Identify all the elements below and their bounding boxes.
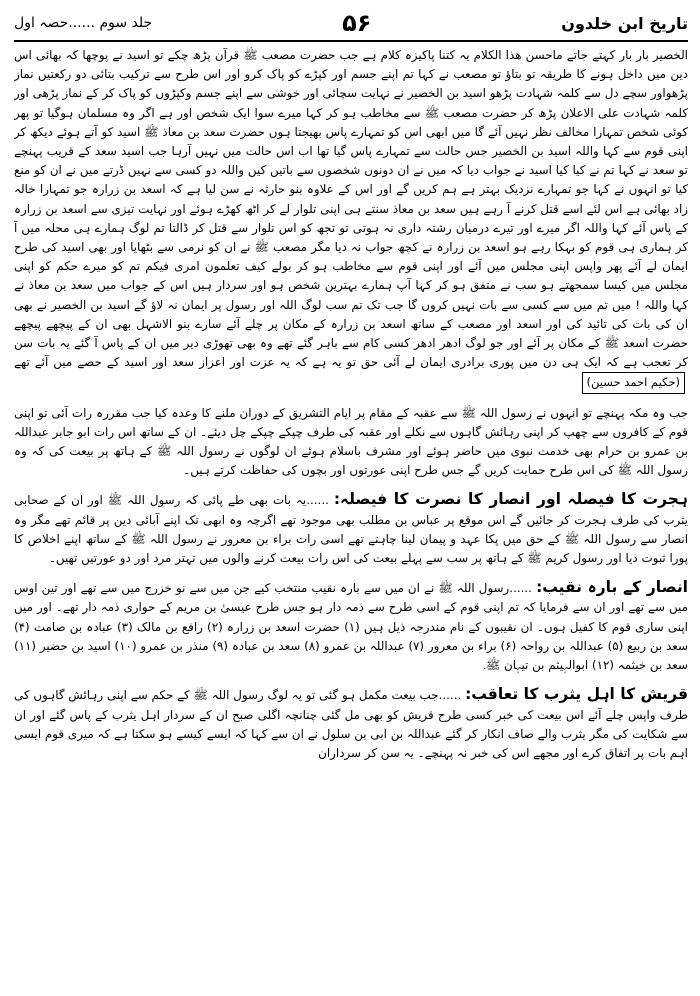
section-heading-quraish: قریش کا اہل یثرب کا تعاقب: [465, 685, 688, 704]
paragraph-4-text: ......رسول اللہ ﷺ نے ان میں سے بارہ نقیب منتخب کیے جن میں سے نو خزرج میں سے تھے اور تین اوس میں سے تھے اور ان سے فرمایا کہ تم اپنی قوم کے اسی طرح سے ذمہ دار ہو جس طرح عیسیٰ بن مریم کے حواری ذمہ دار تھے۔ اور میں اپنی ساری قوم کا کفیل ہوں۔ ان نقیبوں کے نام مندرجہ ذیل ہیں (۱) حضرت اسعد بن زرارہ (۲) رافع بن مالک (۳) عبادہ بن صامت (۴) سعد بن ربیع (۵) عبداللہ بن رواحہ (۶) براء بن معرور (۷) عبداللہ بن عمرو (۸) سعد بن عبادہ (۹) منذر بن عمرو (۱۰) اسید بن حضیر (۱۱) سعد بن خیثمہ (۱۲) ابوالہیثم بن تیہان ﷺ۔ [14, 581, 688, 673]
author-signature: (حکیم احمد حسین) [582, 372, 685, 393]
paragraph-1-text: الخصیر بار بار کہتے جاتے ماحسن ھذا الکلام یہ کتنا پاکیزہ کلام ہے جب حضرت مصعب ﷺ قرآن پڑھ چکے تو اسید نے پوچھا کہ بھائی اس دین میں داخل ہونے کا طریقہ تو بتاؤ تو مصعب نے کہا تم اپنے جسم اور کپڑے کو پاک کرو اور اس طرح سے ترکیب بتائی دو رکعتیں نماز پڑھواور سچے دل سے کلمہ شہادت پڑھو اسید بن الخصیر نے نہایت سچائی اور خوشی سے اپنے جسم وکپڑوں کو پاک کر کے نماز پڑھی اور کلمہ شہادت علی الاعلان پڑھ کر حضرت مصعب ﷺ سے مخاطب ہو کر کہا میرے سوا ایک شخص اور ہے اگر وہ مسلمان ہوگیا تو پھر کوئی شخص تمہارا مخالف نظر نہیں آئے گا میں ابھی اس کو تمہارے پاس بھیجتا ہوں حضرت سعد بن معاذ ﷺ اسید کو آتے ہوئے دیکھ کر اپنی قوم سے کہا واللہ اسید بن الخصیر جس حالت سے تمہارے پاس گیا تھا اب اس حالت میں نہیں آرہا جب اسید سعد کے قریب پہنچے تو سعد نے کہا تم نے کیا کیا اسید نے جواب دیا کہ میں نے ان دونوں شخصوں سے باتیں کیں واللہ دو کسی سے نہیں ڈرتے میں نے ان کو منع کیا تو انہوں نے کہا جو تمہارے نزدیک بہتر ہے ہم کریں گے اور اس کے علاوہ بنو حارثہ نے سن لیا ہے کہ اسعد بن زرارہ جو تمہارا خالہ زاد بھائی ہے اس لئے اسے قتل کرنے آ رہے ہیں سعد بن معاذ سنتے ہی اپنی تلوار لے کر اٹھ کھڑے ہوئے اور نہایت تیزی سے اسعد بن زرارہ کے پاس آئے کہا واللہ اگر میرے اور تیرے درمیان رشتہ داری نہ ہوتی تو تجھ کو اس تلوار سے قتل کر ڈالتا تم لوگ ہمارے ہی محلہ میں آ کر ہماری ہی قوم کو بہکا رہے ہو اسعد بن زرارہ نے کچھ جواب نہ دیا مگر مصعب ﷺ نے ان کو نرمی سے بٹھایا اور بھی اسید کی طرح ایمان لے آئے پھر واپس اپنی مجلس میں آئے اور اپنی قوم سے مخاطب ہو کر بولے کیف تعلمون امری فیکم تم کو میرے حکم کو اپنی مجلس میں کیسا سمجھتے ہو سب نے متفق ہو کر کہا آپ ہمارے بہترین شخص ہو اور سردار ہیں اس کے جواب میں سعد بن معاذ نے کہا واللہ ! میں تم میں سے کسی سے بات نہیں کروں گا جب تک تم سب لوگ اللہ اور رسول پر ایمان نہ لاؤ گے اسید بن الخصیر نے بھی ان کی بات کی تائید کی اور اسعد اور مصعب کے ساتھ اسعد بن زرارہ کے مکان پر چلے آئے سارے بنو الاشہل بھی ان کے پیچھے پیچھے حضرت اسعد ﷺ کے مکان پر آئے اور جو لوگ ادھر ادھر کسی کام سے باہر گئے تھے وہ بھی تھوڑی دیر میں ان کے پاس آ گئے یہ بات سن کر تعجب ہے کہ ایک ہی دن میں پوری برادری ایمان لے آئی حق تو یہ ہے کہ یہ عزت اور اعزاز سعد اور اسید کے حصے میں آئے تھے [14, 48, 688, 370]
page-number: ۵۶ [342, 9, 372, 37]
section-heading-hijrat: ہجرت کا فیصلہ اور انصار کا نصرت کا فیصلہ: [333, 490, 688, 509]
paragraph-4 [14, 578, 688, 675]
paragraph-2-text: جب وہ مکہ پہنچے تو انہوں نے رسول اللہ ﷺ سے عقبہ کے مقام پر ایام التشریق کے دوران ملنے کا وعدہ کیا جب مقررہ رات آئی تو اپنی قوم کے کافروں سے چھپ کر اپنی رہائش گاہوں سے نکلے اور عقبہ کی طرف چپکے چپکے چل دیئے۔ ان کے ساتھ اس رات ابو جابر عبداللہ بن عمرو بن حرام بھی خدمت نبوی میں حاضر ہوئے اور مشرف باسلام ہوئے ان لوگوں نے رسول اللہ ﷺ کے ہاتھ پر بیعت کی کہ وہ رسول اللہ ﷺ کی اس طرح حمایت کریں گے جس طرح اپنی عورتوں اور بچوں کی حفاظت کرتے ہیں۔ [14, 405, 688, 478]
volume-label: جلد سوم ......حصہ اول [14, 15, 153, 31]
paragraph-2 [14, 404, 688, 481]
paragraph-5 [14, 685, 688, 763]
paragraph-5-text: ......جب بیعت مکمل ہو گئی تو یہ لوگ رسول اللہ ﷺ کے حکم سے اپنی رہائش گاہوں کی طرف واپس چلے آئے اس بیعت کی خبر کسی طرح قریش کو بھی مل گئی چنانچہ اگلی صبح ان کے سردار اہل یثرب کے پاس گئے اور ان سے شکایت کی مگر یثرب والے صاف انکار کر گئے عبداللہ بن ابی بن سلول نے ان سے کہا کہ ایسے کیسے ہو سکتا ہے کہ میری قوم ایسی اہم بات پر اتفاق کرے اور مجھے اس کی خبر نہ پہنچے۔ یہ سن کر سرداران [14, 688, 688, 760]
book-title: تاریخ ابن خلدون [561, 13, 688, 33]
paragraph-3-text: ......یہ بات بھی طے پائی کہ رسول اللہ ﷺ اور ان کے صحابی یثرب کی طرف ہجرت کر جائیں گے اس موقع پر عباس بن مطلب بھی موجود تھے اگرچہ وہ ابھی تک اپنے آبائی دین پر قائم تھے مگر وہ انصار سے رسول اللہ ﷺ کے حق میں پکا عہد و پیمان لینا چاہتے تھے اسی رات براء بن معرور نے رسول اللہ ﷺ کے ساتھ اپنے اخلاص کا پورا ثبوت دیا اور رسول کریم ﷺ کے ہاتھ پر سب سے پہلے بیعت کی اس رات بیعت کرنے والوں میں تہتر مرد اور دو عورتیں تھیں۔ [14, 493, 688, 566]
page-header [14, 6, 688, 42]
paragraph-1 [14, 46, 688, 394]
paragraph-3 [14, 490, 688, 568]
page-body [14, 46, 688, 992]
section-heading-naqeeb: انصار کے بارہ نقیب: [536, 578, 688, 597]
